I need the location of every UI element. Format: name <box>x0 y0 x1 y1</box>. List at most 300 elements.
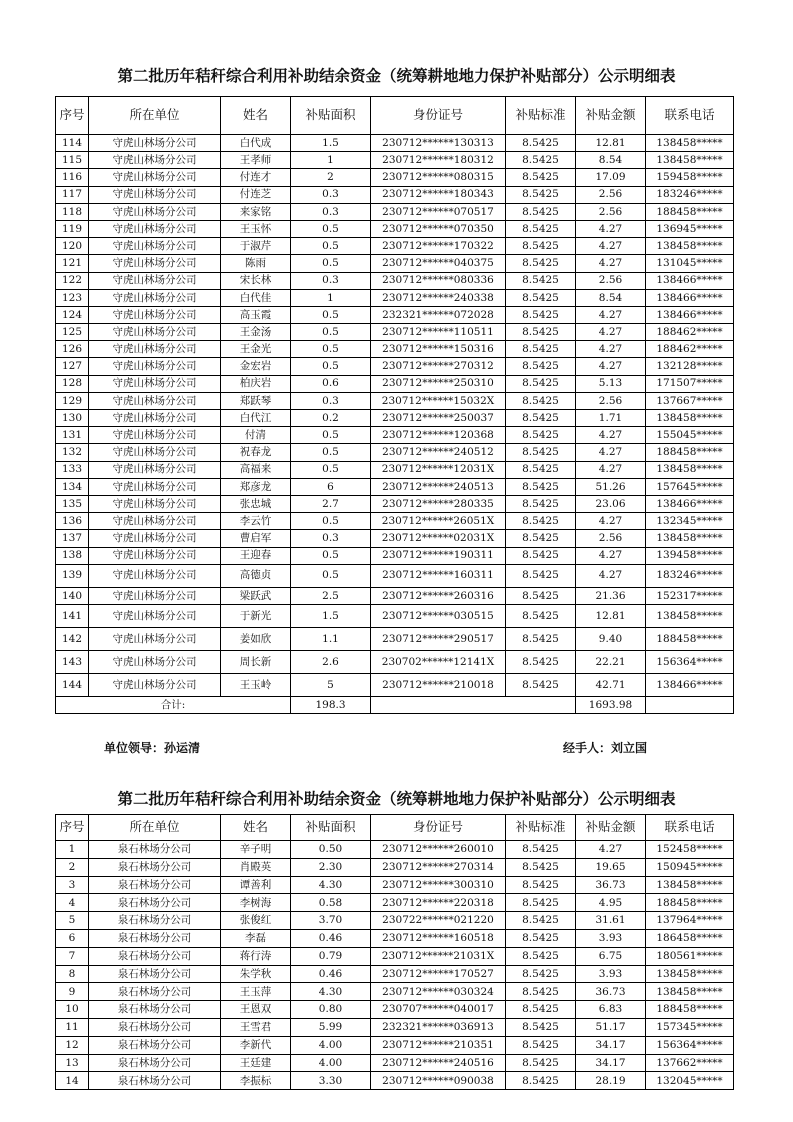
cell-serial: 1 <box>56 841 89 859</box>
cell-name: 于淑芹 <box>221 238 291 255</box>
cell-amount: 4.27 <box>576 841 646 859</box>
cell-phone: 150945***** <box>646 858 734 876</box>
cell-serial: 133 <box>56 461 89 478</box>
cell-serial: 127 <box>56 358 89 375</box>
cell-standard: 8.5425 <box>506 1018 576 1036</box>
cell-amount: 8.54 <box>576 289 646 306</box>
cell-unit: 守虎山林场分公司 <box>89 358 221 375</box>
cell-id-number: 230712******040375 <box>371 255 506 272</box>
cell-phone: 156364***** <box>646 1036 734 1054</box>
cell-amount: 22.21 <box>576 650 646 673</box>
table-row <box>56 444 734 461</box>
cell-phone: 138458***** <box>646 604 734 627</box>
table-row <box>56 289 734 306</box>
table-row <box>56 255 734 272</box>
cell-name: 王玉萍 <box>221 983 291 1001</box>
cell-amount: 23.06 <box>576 495 646 512</box>
cell-area: 2.30 <box>291 858 371 876</box>
table-row <box>56 427 734 444</box>
cell-standard: 8.5425 <box>506 135 576 152</box>
cell-name: 高福来 <box>221 461 291 478</box>
cell-name: 李新代 <box>221 1036 291 1054</box>
cell-area: 0.2 <box>291 410 371 427</box>
cell-standard: 8.5425 <box>506 604 576 627</box>
table-row <box>56 983 734 1001</box>
cell-phone: 188458***** <box>646 627 734 650</box>
table-row <box>56 627 734 650</box>
cell-name: 白代佳 <box>221 289 291 306</box>
cell-serial: 4 <box>56 894 89 912</box>
table-row <box>56 1036 734 1054</box>
table-row <box>56 495 734 512</box>
cell-id-number: 230712******120368 <box>371 427 506 444</box>
cell-serial: 122 <box>56 272 89 289</box>
cell-id-number: 230712******270312 <box>371 358 506 375</box>
cell-phone: 152458***** <box>646 841 734 859</box>
table-row <box>56 564 734 587</box>
cell-serial: 126 <box>56 341 89 358</box>
table-row <box>56 965 734 983</box>
cell-standard: 8.5425 <box>506 410 576 427</box>
header-serial: 序号 <box>56 815 89 841</box>
cell-standard: 8.5425 <box>506 912 576 930</box>
table-row <box>56 604 734 627</box>
cell-serial: 121 <box>56 255 89 272</box>
cell-standard: 8.5425 <box>506 983 576 1001</box>
cell-phone: 138466***** <box>646 306 734 323</box>
cell-phone: 139458***** <box>646 547 734 564</box>
cell-phone: 138458***** <box>646 876 734 894</box>
cell-name: 于新光 <box>221 604 291 627</box>
cell-name: 高德贞 <box>221 564 291 587</box>
cell-amount: 42.71 <box>576 673 646 696</box>
cell-serial: 6 <box>56 929 89 947</box>
cell-standard: 8.5425 <box>506 324 576 341</box>
cell-serial: 144 <box>56 673 89 696</box>
cell-id-number: 230712******270314 <box>371 858 506 876</box>
cell-unit: 泉石林场分公司 <box>89 947 221 965</box>
cell-unit: 守虎山林场分公司 <box>89 673 221 696</box>
cell-phone: 188458***** <box>646 894 734 912</box>
cell-amount: 12.81 <box>576 135 646 152</box>
cell-area: 0.5 <box>291 341 371 358</box>
cell-unit: 守虎山林场分公司 <box>89 255 221 272</box>
header-unit: 所在单位 <box>89 815 221 841</box>
cell-amount: 2.56 <box>576 272 646 289</box>
table-row <box>56 238 734 255</box>
cell-serial: 129 <box>56 392 89 409</box>
cell-amount: 4.27 <box>576 547 646 564</box>
cell-standard: 8.5425 <box>506 478 576 495</box>
cell-phone: 188462***** <box>646 324 734 341</box>
header-area: 补贴面积 <box>291 815 371 841</box>
cell-standard: 8.5425 <box>506 238 576 255</box>
unit-leader-signature: 单位领导：孙运清 <box>104 741 201 755</box>
cell-standard: 8.5425 <box>506 289 576 306</box>
cell-amount: 6.75 <box>576 947 646 965</box>
cell-amount: 4.27 <box>576 564 646 587</box>
table-row <box>56 169 734 186</box>
cell-area: 4.00 <box>291 1054 371 1072</box>
cell-id-number: 230712******180312 <box>371 152 506 169</box>
cell-serial: 124 <box>56 306 89 323</box>
cell-unit: 泉石林场分公司 <box>89 1072 221 1090</box>
cell-standard: 8.5425 <box>506 1001 576 1019</box>
cell-unit: 泉石林场分公司 <box>89 1054 221 1072</box>
cell-id-number: 230712******130313 <box>371 135 506 152</box>
cell-amount: 8.54 <box>576 152 646 169</box>
cell-name: 王迎春 <box>221 547 291 564</box>
cell-standard: 8.5425 <box>506 461 576 478</box>
cell-standard: 8.5425 <box>506 272 576 289</box>
cell-unit: 守虎山林场分公司 <box>89 306 221 323</box>
cell-standard: 8.5425 <box>506 876 576 894</box>
cell-amount: 28.19 <box>576 1072 646 1090</box>
cell-standard: 8.5425 <box>506 203 576 220</box>
cell-phone: 186458***** <box>646 929 734 947</box>
cell-standard: 8.5425 <box>506 152 576 169</box>
cell-amount: 51.17 <box>576 1018 646 1036</box>
cell-amount: 17.09 <box>576 169 646 186</box>
cell-standard: 8.5425 <box>506 650 576 673</box>
cell-unit: 守虎山林场分公司 <box>89 410 221 427</box>
cell-area: 0.5 <box>291 461 371 478</box>
cell-id-number: 230712******030324 <box>371 983 506 1001</box>
cell-standard: 8.5425 <box>506 530 576 547</box>
cell-area: 0.80 <box>291 1001 371 1019</box>
cell-unit: 守虎山林场分公司 <box>89 186 221 203</box>
cell-area: 0.5 <box>291 444 371 461</box>
cell-name: 郑跃琴 <box>221 392 291 409</box>
table-row <box>56 375 734 392</box>
cell-standard: 8.5425 <box>506 220 576 237</box>
cell-unit: 守虎山林场分公司 <box>89 238 221 255</box>
cell-id-number: 230712******210018 <box>371 673 506 696</box>
cell-standard: 8.5425 <box>506 627 576 650</box>
cell-unit: 守虎山林场分公司 <box>89 289 221 306</box>
cell-area: 1 <box>291 289 371 306</box>
cell-amount: 4.27 <box>576 444 646 461</box>
cell-standard: 8.5425 <box>506 495 576 512</box>
cell-name: 付连才 <box>221 169 291 186</box>
cell-name: 辛子明 <box>221 841 291 859</box>
cell-area: 4.00 <box>291 1036 371 1054</box>
cell-area: 1.5 <box>291 135 371 152</box>
cell-id-number: 230712******090038 <box>371 1072 506 1090</box>
cell-unit: 泉石林场分公司 <box>89 894 221 912</box>
cell-serial: 120 <box>56 238 89 255</box>
cell-serial: 140 <box>56 587 89 604</box>
header-id-number: 身份证号 <box>371 815 506 841</box>
cell-phone: 138466***** <box>646 289 734 306</box>
cell-phone: 137667***** <box>646 392 734 409</box>
cell-area: 5.99 <box>291 1018 371 1036</box>
cell-unit: 守虎山林场分公司 <box>89 220 221 237</box>
cell-standard: 8.5425 <box>506 858 576 876</box>
cell-unit: 泉石林场分公司 <box>89 983 221 1001</box>
cell-id-number: 230712******280335 <box>371 495 506 512</box>
cell-area: 0.50 <box>291 841 371 859</box>
cell-phone: 157645***** <box>646 478 734 495</box>
cell-name: 张俊红 <box>221 912 291 930</box>
cell-unit: 泉石林场分公司 <box>89 1036 221 1054</box>
header-name: 姓名 <box>221 815 291 841</box>
cell-area: 3.70 <box>291 912 371 930</box>
cell-id-number: 230712******210351 <box>371 1036 506 1054</box>
cell-name: 付清 <box>221 427 291 444</box>
cell-phone: 138458***** <box>646 530 734 547</box>
cell-area: 0.3 <box>291 272 371 289</box>
cell-phone: 188458***** <box>646 1001 734 1019</box>
cell-name: 蒋行涛 <box>221 947 291 965</box>
cell-unit: 守虎山林场分公司 <box>89 564 221 587</box>
cell-standard: 8.5425 <box>506 587 576 604</box>
table-row <box>56 513 734 530</box>
cell-amount: 31.61 <box>576 912 646 930</box>
cell-phone: 183246***** <box>646 564 734 587</box>
cell-unit: 守虎山林场分公司 <box>89 547 221 564</box>
cell-unit: 守虎山林场分公司 <box>89 627 221 650</box>
cell-phone: 157345***** <box>646 1018 734 1036</box>
cell-phone: 159458***** <box>646 169 734 186</box>
cell-amount: 51.26 <box>576 478 646 495</box>
cell-name: 祝春龙 <box>221 444 291 461</box>
cell-amount: 36.73 <box>576 876 646 894</box>
total-label: 合计: <box>56 696 291 713</box>
cell-id-number: 230712******240513 <box>371 478 506 495</box>
cell-phone: 138458***** <box>646 983 734 1001</box>
table-row <box>56 547 734 564</box>
cell-phone: 138458***** <box>646 410 734 427</box>
header-standard: 补贴标准 <box>506 815 576 841</box>
cell-name: 周长新 <box>221 650 291 673</box>
cell-name: 王恩双 <box>221 1001 291 1019</box>
cell-phone: 183246***** <box>646 186 734 203</box>
cell-serial: 8 <box>56 965 89 983</box>
cell-phone: 132345***** <box>646 513 734 530</box>
subsidy-table-1 <box>55 96 734 714</box>
cell-unit: 守虎山林场分公司 <box>89 530 221 547</box>
cell-name: 王金光 <box>221 341 291 358</box>
cell-id-number: 230712******080315 <box>371 169 506 186</box>
cell-serial: 132 <box>56 444 89 461</box>
cell-serial: 11 <box>56 1018 89 1036</box>
cell-amount: 3.93 <box>576 965 646 983</box>
cell-serial: 118 <box>56 203 89 220</box>
cell-serial: 137 <box>56 530 89 547</box>
cell-phone: 188458***** <box>646 444 734 461</box>
cell-unit: 守虎山林场分公司 <box>89 152 221 169</box>
cell-area: 2 <box>291 169 371 186</box>
cell-serial: 3 <box>56 876 89 894</box>
cell-phone: 188458***** <box>646 203 734 220</box>
cell-id-number: 230712******070350 <box>371 220 506 237</box>
table-row <box>56 341 734 358</box>
cell-serial: 134 <box>56 478 89 495</box>
cell-standard: 8.5425 <box>506 169 576 186</box>
cell-area: 0.46 <box>291 929 371 947</box>
cell-name: 金宏岩 <box>221 358 291 375</box>
cell-amount: 12.81 <box>576 604 646 627</box>
cell-id-number: 230712******110511 <box>371 324 506 341</box>
cell-area: 0.5 <box>291 547 371 564</box>
cell-phone: 131045***** <box>646 255 734 272</box>
cell-standard: 8.5425 <box>506 894 576 912</box>
total-row <box>56 696 734 713</box>
table-row <box>56 650 734 673</box>
table-row <box>56 272 734 289</box>
cell-area: 2.6 <box>291 650 371 673</box>
cell-name: 郑彦龙 <box>221 478 291 495</box>
table-row <box>56 324 734 341</box>
page-title: 第二批历年秸秆综合利用补助结余资金（统筹耕地地力保护补贴部分）公示明细表 <box>117 67 676 85</box>
cell-id-number: 230712******220318 <box>371 894 506 912</box>
table-row <box>56 587 734 604</box>
subsidy-table-2 <box>55 814 734 1090</box>
cell-id-number: 230712******15032X <box>371 392 506 409</box>
cell-standard: 8.5425 <box>506 1054 576 1072</box>
cell-area: 2.5 <box>291 587 371 604</box>
cell-amount: 2.56 <box>576 186 646 203</box>
cell-unit: 泉石林场分公司 <box>89 965 221 983</box>
cell-standard: 8.5425 <box>506 375 576 392</box>
cell-standard: 8.5425 <box>506 965 576 983</box>
cell-name: 王孝师 <box>221 152 291 169</box>
cell-amount: 4.27 <box>576 255 646 272</box>
cell-phone: 171507***** <box>646 375 734 392</box>
table-row <box>56 673 734 696</box>
cell-id-number: 230712******250310 <box>371 375 506 392</box>
cell-name: 曹启军 <box>221 530 291 547</box>
cell-amount: 2.56 <box>576 203 646 220</box>
cell-unit: 守虎山林场分公司 <box>89 375 221 392</box>
cell-name: 宋长林 <box>221 272 291 289</box>
cell-area: 0.5 <box>291 564 371 587</box>
cell-area: 0.3 <box>291 530 371 547</box>
table-row <box>56 894 734 912</box>
cell-serial: 123 <box>56 289 89 306</box>
cell-phone: 138458***** <box>646 965 734 983</box>
cell-name: 姜如欣 <box>221 627 291 650</box>
cell-id-number: 230712******260010 <box>371 841 506 859</box>
cell-standard: 8.5425 <box>506 358 576 375</box>
cell-phone: 132128***** <box>646 358 734 375</box>
cell-serial: 142 <box>56 627 89 650</box>
cell-name: 王廷建 <box>221 1054 291 1072</box>
cell-area: 0.5 <box>291 513 371 530</box>
cell-id-number: 230712******290517 <box>371 627 506 650</box>
cell-serial: 131 <box>56 427 89 444</box>
cell-amount: 4.95 <box>576 894 646 912</box>
cell-area: 3.30 <box>291 1072 371 1090</box>
cell-serial: 115 <box>56 152 89 169</box>
table-row <box>56 929 734 947</box>
cell-phone: 188462***** <box>646 341 734 358</box>
header-unit: 所在单位 <box>89 97 221 135</box>
cell-area: 0.5 <box>291 238 371 255</box>
page-title-2: 第二批历年秸秆综合利用补助结余资金（统筹耕地地力保护补贴部分）公示明细表 <box>117 790 676 808</box>
cell-amount: 5.13 <box>576 375 646 392</box>
cell-id-number: 230702******12141X <box>371 650 506 673</box>
table-header-row <box>56 815 734 841</box>
cell-unit: 守虎山林场分公司 <box>89 587 221 604</box>
cell-serial: 119 <box>56 220 89 237</box>
cell-standard: 8.5425 <box>506 673 576 696</box>
cell-serial: 9 <box>56 983 89 1001</box>
cell-area: 0.3 <box>291 186 371 203</box>
table-row <box>56 306 734 323</box>
total-area: 198.3 <box>291 696 371 713</box>
cell-name: 柏庆岩 <box>221 375 291 392</box>
table-row <box>56 410 734 427</box>
cell-id-number: 230712******02031X <box>371 530 506 547</box>
cell-name: 谭善利 <box>221 876 291 894</box>
cell-id-number: 230712******240338 <box>371 289 506 306</box>
cell-amount: 4.27 <box>576 461 646 478</box>
cell-name: 陈雨 <box>221 255 291 272</box>
cell-unit: 守虎山林场分公司 <box>89 203 221 220</box>
cell-amount: 34.17 <box>576 1036 646 1054</box>
cell-unit: 泉石林场分公司 <box>89 912 221 930</box>
cell-name: 李振标 <box>221 1072 291 1090</box>
cell-serial: 135 <box>56 495 89 512</box>
cell-id-number: 230712******080336 <box>371 272 506 289</box>
cell-phone: 137662***** <box>646 1054 734 1072</box>
total-amount: 1693.98 <box>576 696 646 713</box>
cell-area: 0.3 <box>291 203 371 220</box>
cell-id-number: 230712******240512 <box>371 444 506 461</box>
cell-id-number: 230712******160518 <box>371 929 506 947</box>
cell-standard: 8.5425 <box>506 547 576 564</box>
cell-id-number: 230712******12031X <box>371 461 506 478</box>
cell-standard: 8.5425 <box>506 947 576 965</box>
cell-phone: 138458***** <box>646 461 734 478</box>
cell-serial: 114 <box>56 135 89 152</box>
cell-standard: 8.5425 <box>506 186 576 203</box>
cell-id-number: 230712******160311 <box>371 564 506 587</box>
cell-standard: 8.5425 <box>506 1072 576 1090</box>
cell-standard: 8.5425 <box>506 255 576 272</box>
cell-name: 白代江 <box>221 410 291 427</box>
cell-standard: 8.5425 <box>506 427 576 444</box>
cell-amount: 4.27 <box>576 513 646 530</box>
table-row <box>56 841 734 859</box>
table-row <box>56 203 734 220</box>
cell-area: 2.7 <box>291 495 371 512</box>
total-empty <box>371 696 576 713</box>
cell-amount: 4.27 <box>576 341 646 358</box>
cell-unit: 泉石林场分公司 <box>89 929 221 947</box>
cell-id-number: 230712******170322 <box>371 238 506 255</box>
cell-serial: 117 <box>56 186 89 203</box>
table-row <box>56 947 734 965</box>
cell-standard: 8.5425 <box>506 392 576 409</box>
cell-amount: 4.27 <box>576 220 646 237</box>
header-standard: 补贴标准 <box>506 97 576 135</box>
cell-name: 王金汤 <box>221 324 291 341</box>
cell-area: 1.5 <box>291 604 371 627</box>
table-row <box>56 876 734 894</box>
cell-id-number: 232321******036913 <box>371 1018 506 1036</box>
table-row <box>56 1054 734 1072</box>
cell-id-number: 230712******240516 <box>371 1054 506 1072</box>
cell-amount: 36.73 <box>576 983 646 1001</box>
table-row <box>56 1001 734 1019</box>
cell-unit: 泉石林场分公司 <box>89 858 221 876</box>
header-amount: 补贴金额 <box>576 815 646 841</box>
cell-serial: 2 <box>56 858 89 876</box>
table-row <box>56 152 734 169</box>
